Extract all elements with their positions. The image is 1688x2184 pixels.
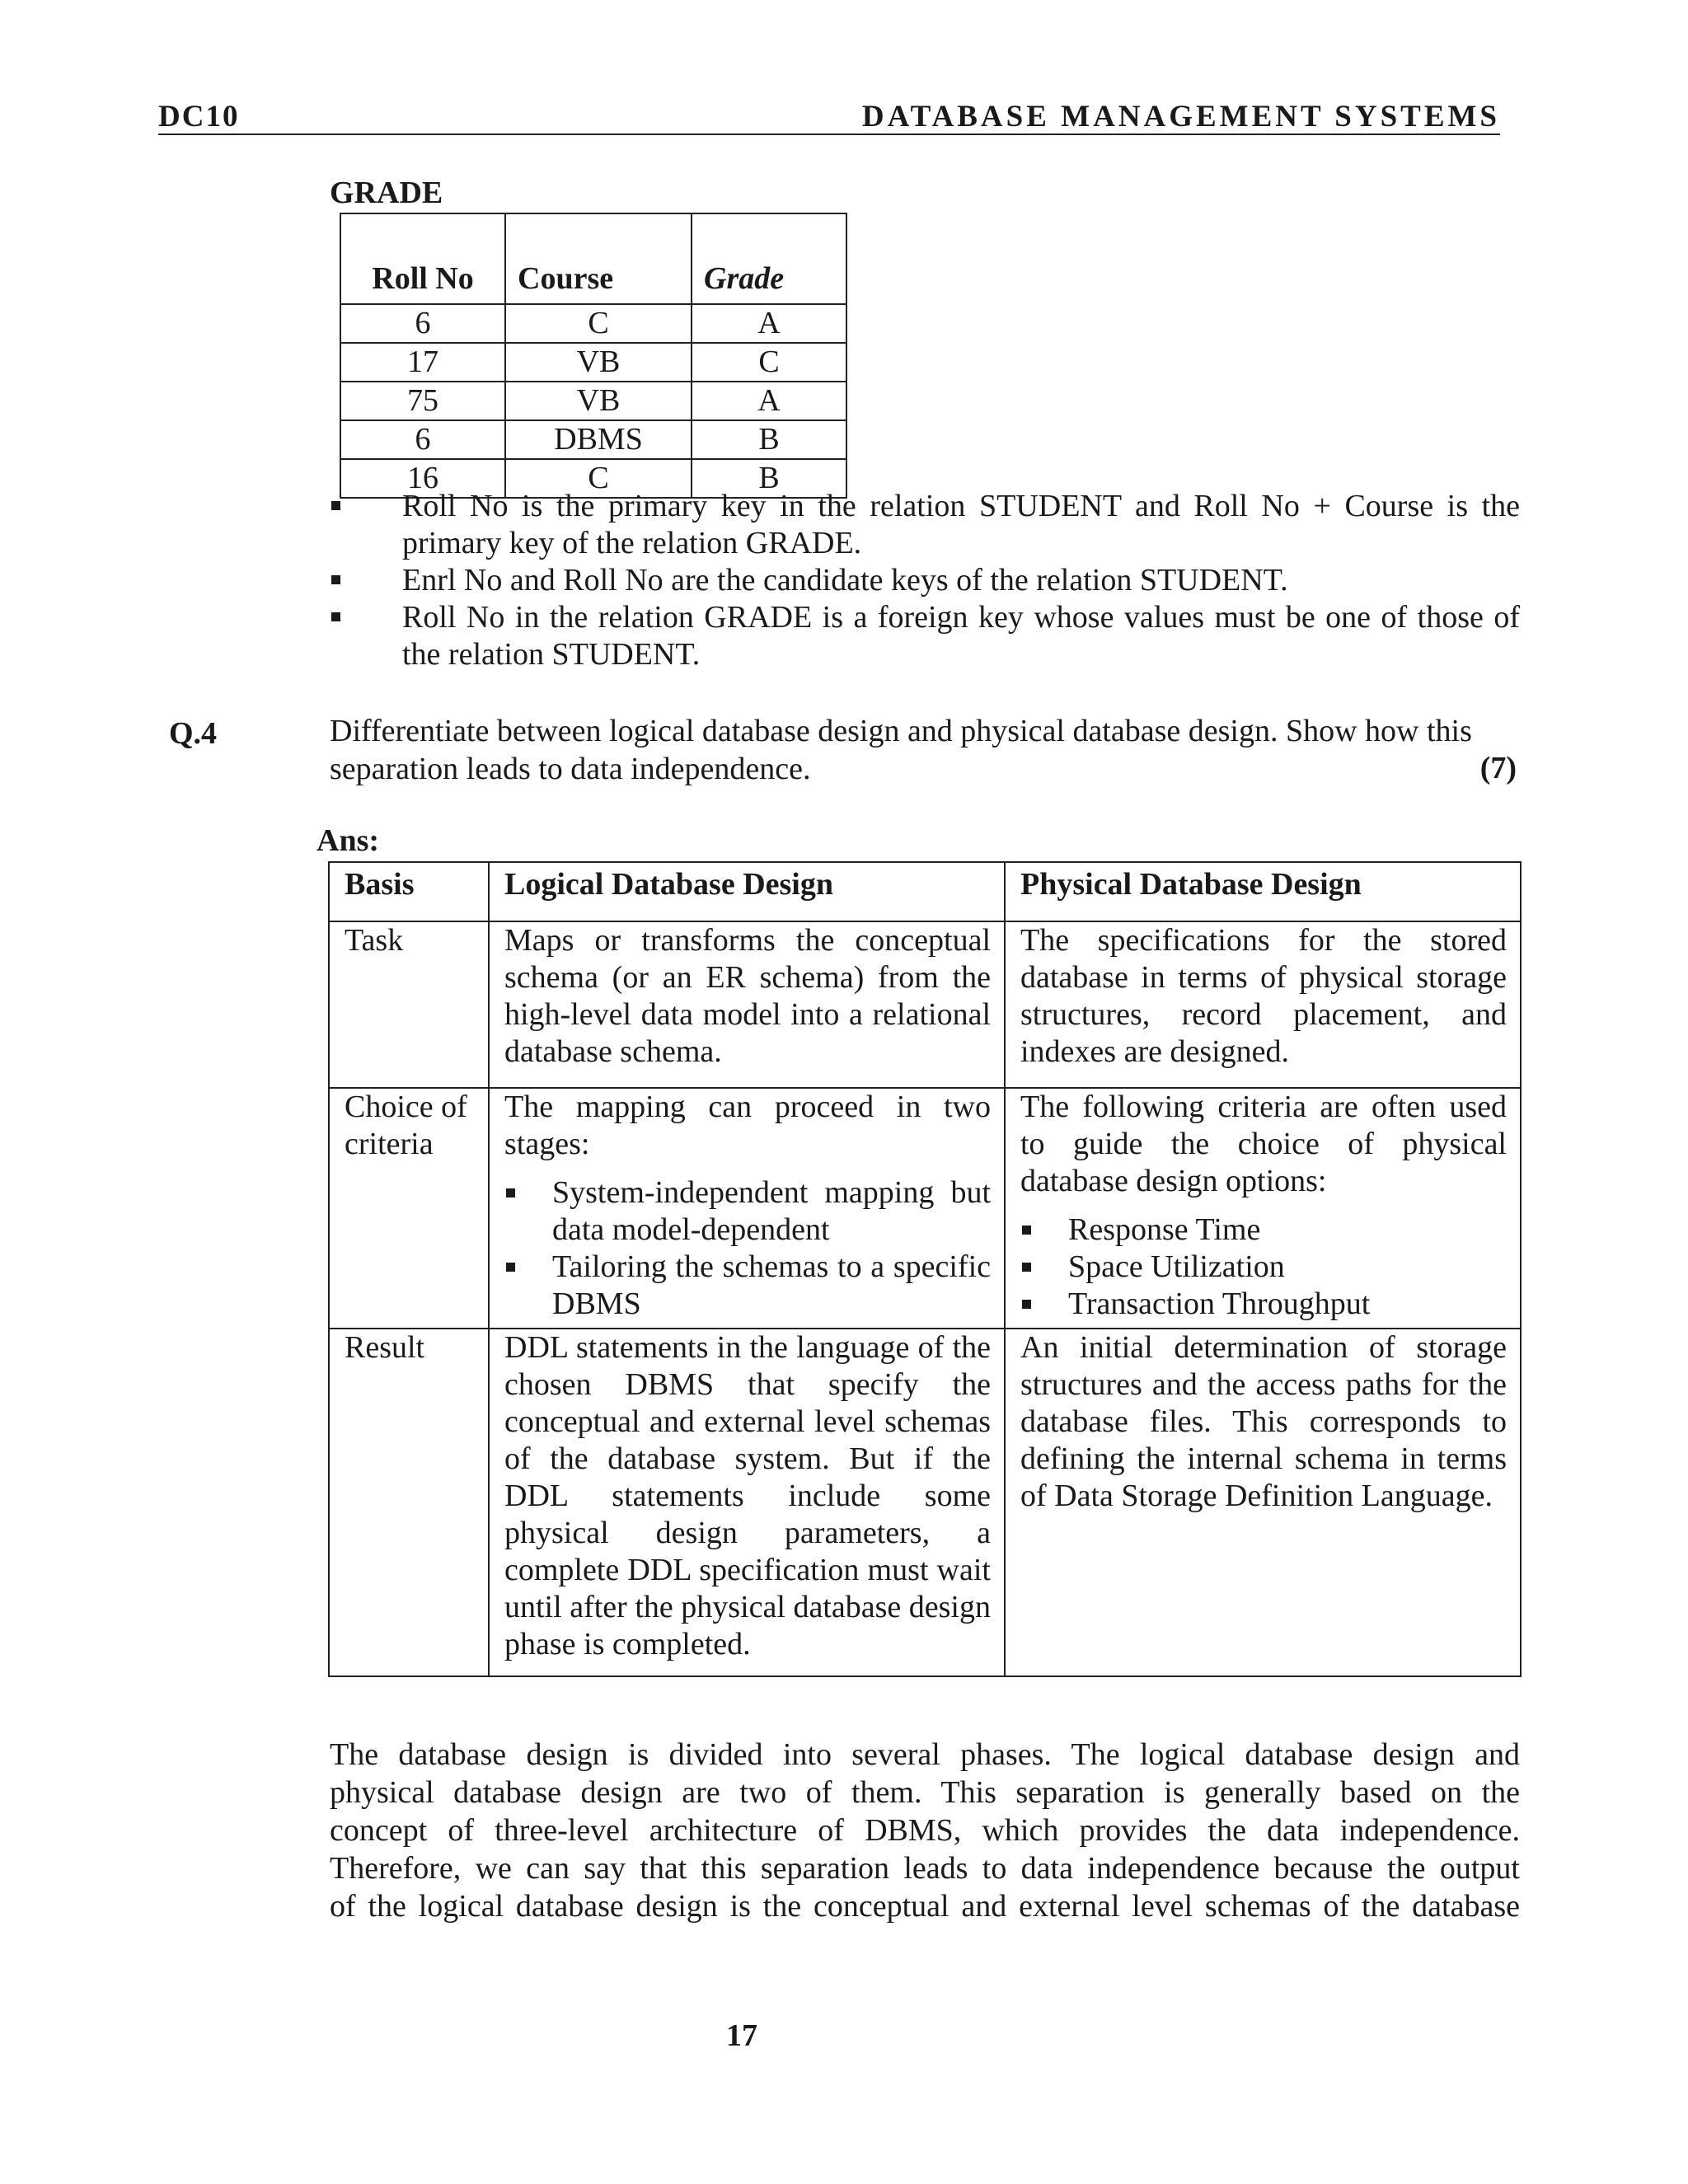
table-row [340,343,846,382]
key-note-text: Roll No is the primary key in the relation STUDENT and Roll No + Course is the primary key of the relation GRADE. [402,489,1520,560]
choice-physical-item: Response Time [1068,1212,1261,1247]
result-physical: An initial determination of storage structures and the access paths for the database files. This corresponds to defining the internal schema in terms of Data Storage Definition Language. [1005,1329,1521,1676]
grade-cell: 16 [340,459,505,498]
question-text: Differentiate between logical database design and physical database design. Show how this separation leads to data independence. [330,714,1472,786]
square-bullet-icon [506,1263,515,1272]
grade-cell: 6 [340,420,505,459]
grade-header-row [340,213,846,304]
grade-cell: B [692,420,846,459]
comparison-header-row [329,862,1521,921]
choice-physical-item: Transaction Throughput [1068,1286,1371,1321]
paragraph-line: concept of three-level architecture of DBMS, which provides the data independence. [330,1813,1520,1848]
square-bullet-icon [331,501,340,510]
grade-cell: VB [505,343,692,382]
closing-paragraph [330,1736,1520,1925]
choice-logical-intro: The mapping can proceed in two stages: [504,1090,991,1161]
grade-cell: A [692,304,846,343]
square-bullet-icon [1022,1226,1031,1235]
question-number: Q.4 [169,716,218,751]
grade-col-course: Course [505,213,692,304]
choice-physical [1005,1088,1521,1329]
choice-basis: Choice of criteria [329,1088,489,1329]
table-row [329,1088,1521,1329]
key-note-text: Enrl No and Roll No are the candidate keys of the relation STUDENT. [402,563,1288,598]
grade-cell: B [692,459,846,498]
table-row [340,420,846,459]
choice-physical-intro: The following criteria are often used to guide the choice of physical database design options: [1020,1090,1507,1198]
grade-cell: A [692,382,846,420]
table-row [340,382,846,420]
grade-cell: C [505,304,692,343]
list-item [330,599,1520,673]
choice-logical-list [504,1174,991,1323]
paragraph-line: physical database design are two of them. This separation is generally based on the [330,1775,1520,1810]
table-row [329,921,1521,1088]
result-basis: Result [329,1329,489,1676]
table-row [340,304,846,343]
square-bullet-icon [1022,1263,1031,1272]
list-item [1020,1212,1507,1249]
answer-label: Ans: [316,823,380,858]
comparison-table [328,861,1522,1677]
table-row [329,1329,1521,1676]
square-bullet-icon [331,612,340,621]
square-bullet-icon [1022,1300,1031,1309]
list-item [1020,1286,1507,1323]
list-item [330,562,1520,599]
result-logical: DDL statements in the language of the chosen DBMS that specify the conceptual and external level schemas of the database system. But if the DDL statements include some physical design parameters, a complete DDL specification must wait until after the physical database design phase is completed. [489,1329,1005,1676]
grade-cell: C [505,459,692,498]
grade-col-grade: Grade [692,213,846,304]
grade-cell: DBMS [505,420,692,459]
choice-logical-item: System-independent mapping but data model-dependent [552,1175,991,1247]
grade-cell: 6 [340,304,505,343]
col-logical: Logical Database Design [489,862,1005,921]
grade-table-title: GRADE [330,176,443,210]
list-item [504,1249,991,1323]
col-basis: Basis [329,862,489,921]
square-bullet-icon [506,1188,515,1197]
grade-cell: 75 [340,382,505,420]
task-physical: The specifications for the stored database in terms of physical storage structures, record placement, and indexes are designed. [1005,921,1521,1088]
paragraph-line: of the logical database design is the conceptual and external level schemas of the database [330,1889,1520,1924]
question-marks: (7) [1479,751,1517,785]
grade-col-rollno: Roll No [340,213,505,304]
choice-logical-item: Tailoring the schemas to a specific DBMS [552,1249,991,1321]
col-physical: Physical Database Design [1005,862,1521,921]
grade-cell: VB [505,382,692,420]
header-subject: DATABASE MANAGEMENT SYSTEMS [861,100,1500,134]
square-bullet-icon [331,575,340,584]
key-note-text: Roll No in the relation GRADE is a foreign key whose values must be one of those of the relation STUDENT. [402,600,1520,672]
list-item [504,1174,991,1249]
list-item [1020,1249,1507,1286]
header-rule [158,134,1500,135]
page-number: 17 [726,2018,757,2053]
grade-table [340,213,847,499]
grade-cell: C [692,343,846,382]
choice-physical-item: Space Utilization [1068,1249,1285,1284]
header-code: DC10 [158,100,240,134]
list-item [330,488,1520,562]
choice-physical-list [1020,1212,1507,1323]
choice-logical [489,1088,1005,1329]
grade-cell: 17 [340,343,505,382]
paragraph-line: Therefore, we can say that this separation leads to data independence because the output [330,1851,1520,1886]
key-notes-list [330,488,1520,673]
task-basis: Task [329,921,489,1088]
task-logical: Maps or transforms the conceptual schema (or an ER schema) from the high-level data model into a relational database schema. [489,921,1005,1088]
paragraph-line: The database design is divided into several phases. The logical database design and [330,1737,1520,1772]
